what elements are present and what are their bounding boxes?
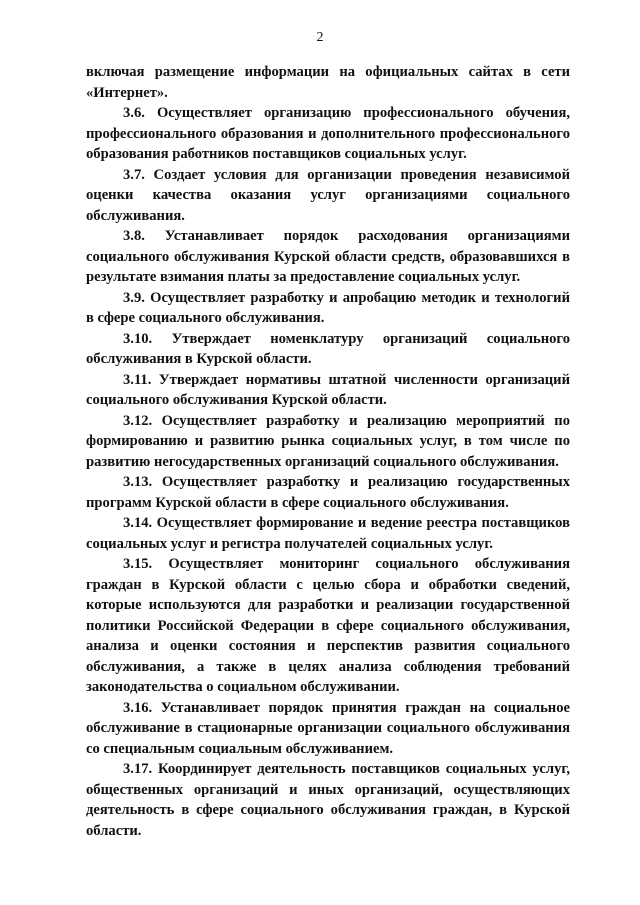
paragraph-3-10: 3.10. Утверждает номенклатуру организаций социального обслуживания в Курской области. <box>86 330 570 367</box>
paragraph-3-17: 3.17. Координирует деятельность поставщиков социальных услуг, общественных организаций и иных организаций, осуществляющих деятельность в сфере социального обслуживания граждан, в Курской области. <box>86 761 570 839</box>
paragraph-3-9: 3.9. Осуществляет разработку и апробацию методик и технологий в сфере социального обслуживания. <box>86 289 570 326</box>
paragraph-3-16: 3.16. Устанавливает порядок принятия граждан на социальное обслуживание в стационарные организации социального обслуживания со специальным социальным обслуживанием. <box>86 699 570 757</box>
paragraph-3-14: 3.14. Осуществляет формирование и ведение реестра поставщиков социальных услуг и регистра получателей социальных услуг. <box>86 515 570 552</box>
document-body <box>86 62 570 841</box>
paragraph-3-12: 3.12. Осуществляет разработку и реализацию мероприятий по формированию и развитию рынка социальных услуг, в том числе по развитию негосударственных организаций социального обслуживания. <box>86 412 570 470</box>
paragraph-3-6: 3.6. Осуществляет организацию профессионального обучения, профессионального образования и дополнительного профессионального образования работников поставщиков социальных услуг. <box>86 105 570 162</box>
page-number: 2 <box>316 30 324 45</box>
paragraph-3-11: 3.11. Утверждает нормативы штатной численности организаций социального обслуживания Курской области. <box>86 371 570 408</box>
paragraph-3-8: 3.8. Устанавливает порядок расходования организациями социального обслуживания Курской области средств, образовавшихся в результате взимания платы за предоставление социальных услуг. <box>86 228 570 285</box>
paragraph-continuation: включая размещение информации на официальных сайтах в сети «Интернет». <box>86 64 570 101</box>
paragraph-3-15: 3.15. Осуществляет мониторинг социального обслуживания граждан в Курской области с целью сбора и обработки сведений, которые используются для разработки и реализации государственной политики Российской Федерации в сфере социального обслуживания, анализа и оценки состояния и перспектив развития социального обслуживания, а также в целях анализа соблюдения требований законодательства о социальном обслуживании. <box>86 556 570 695</box>
paragraph-3-7: 3.7. Создает условия для организации проведения независимой оценки качества оказания услуг организациями социального обслуживания. <box>86 166 570 224</box>
paragraph-3-13: 3.13. Осуществляет разработку и реализацию государственных программ Курской области в сфере социального обслуживания. <box>86 474 570 511</box>
